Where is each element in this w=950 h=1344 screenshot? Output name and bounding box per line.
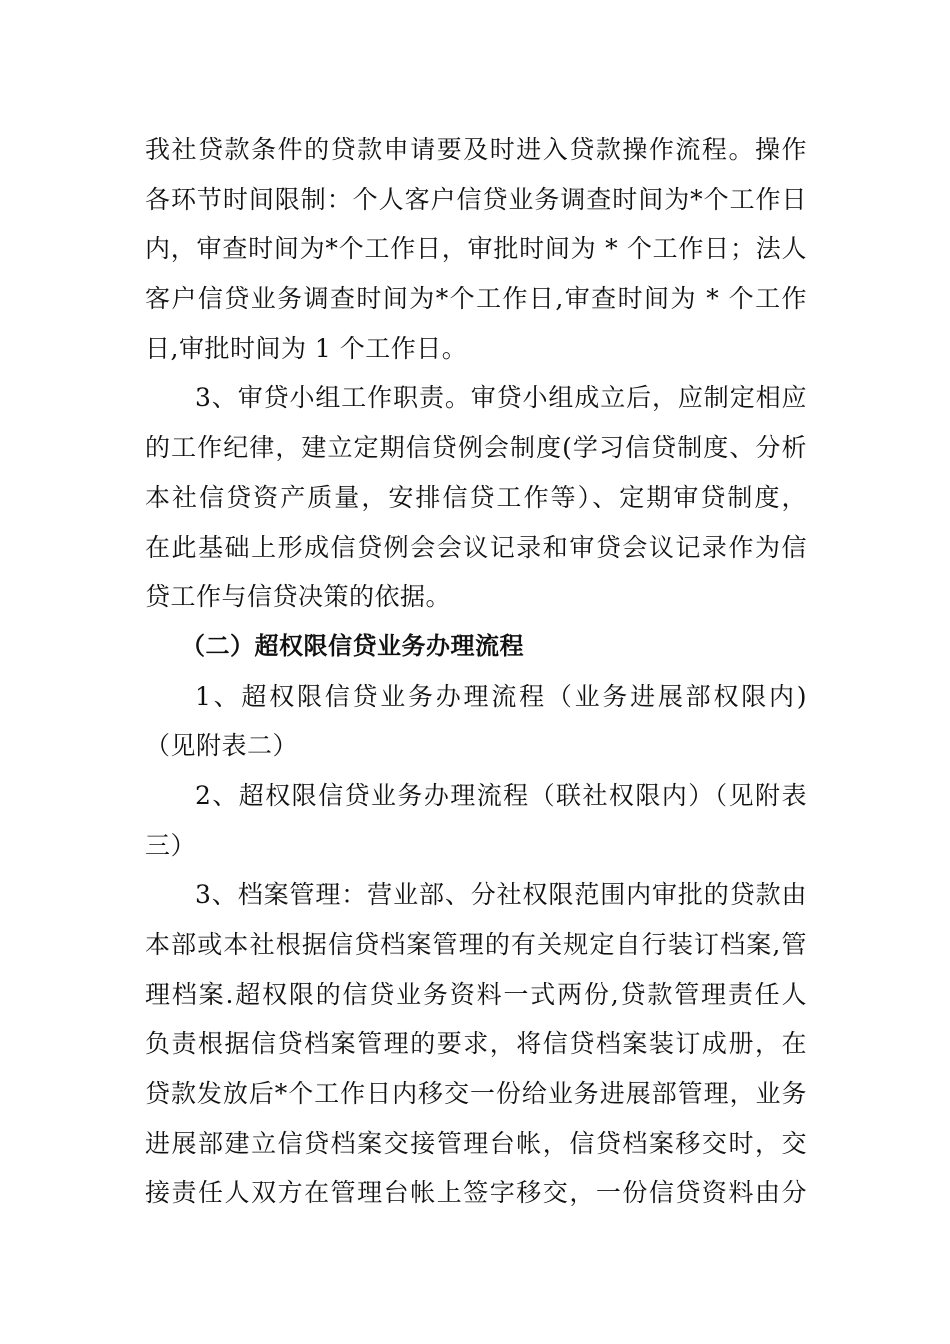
paragraph-line: 理档案.超权限的信贷业务资料一式两份,贷款管理责任人 — [145, 979, 807, 1009]
paragraph-line: 2、超权限信贷业务办理流程（联社权限内）（见附表 — [195, 780, 807, 810]
paragraph-line: 3、档案管理：营业部、分社权限范围内审批的贷款由 — [195, 880, 807, 910]
paragraph-line: 接责任人双方在管理台帐上签字移交，一份信贷资料由分 — [145, 1178, 807, 1208]
paragraph-line: 负责根据信贷档案管理的要求，将信贷档案装订成册，在 — [145, 1029, 807, 1059]
paragraph-line: 贷工作与信贷决策的依据。 — [145, 582, 452, 612]
paragraph-line: 三） — [145, 830, 197, 860]
paragraph-line: 本社信贷资产质量，安排信贷工作等）、定期审贷制度， — [145, 482, 807, 512]
paragraph-line: （见附表二） — [145, 731, 299, 761]
paragraph-line: 的工作纪律，建立定期信贷例会制度(学习信贷制度、分析 — [145, 433, 807, 463]
paragraph-line: 本部或本社根据信贷档案管理的有关规定自行装订档案,管 — [145, 930, 807, 959]
paragraph-line: 日,审批时间为 1 个工作日。 — [145, 333, 468, 363]
paragraph-line: 1、超权限信贷业务办理流程（业务进展部权限内) — [195, 681, 807, 711]
paragraph-line: 进展部建立信贷档案交接管理台帐，信贷档案移交时，交 — [145, 1128, 807, 1158]
body-text — [145, 125, 807, 1218]
paragraph-line: 内，审查时间为*个工作日，审批时间为 * 个工作日；法人 — [145, 234, 807, 264]
paragraph-line: 各环节时间限制：个人客户信贷业务调查时间为*个工作日 — [145, 184, 807, 214]
paragraph-line: 3、审贷小组工作职责。审贷小组成立后，应制定相应 — [195, 383, 807, 413]
paragraph-line: 在此基础上形成信贷例会会议记录和审贷会议记录作为信 — [145, 532, 807, 562]
section-heading: （二）超权限信贷业务办理流程 — [181, 631, 524, 660]
paragraph-line: 贷款发放后*个工作日内移交一份给业务进展部管理，业务 — [145, 1079, 807, 1109]
paragraph-line: 客户信贷业务调查时间为*个工作日,审查时间为 * 个工作 — [145, 284, 807, 314]
paragraph-line: 我社贷款条件的贷款申请要及时进入贷款操作流程。操作 — [145, 135, 807, 164]
